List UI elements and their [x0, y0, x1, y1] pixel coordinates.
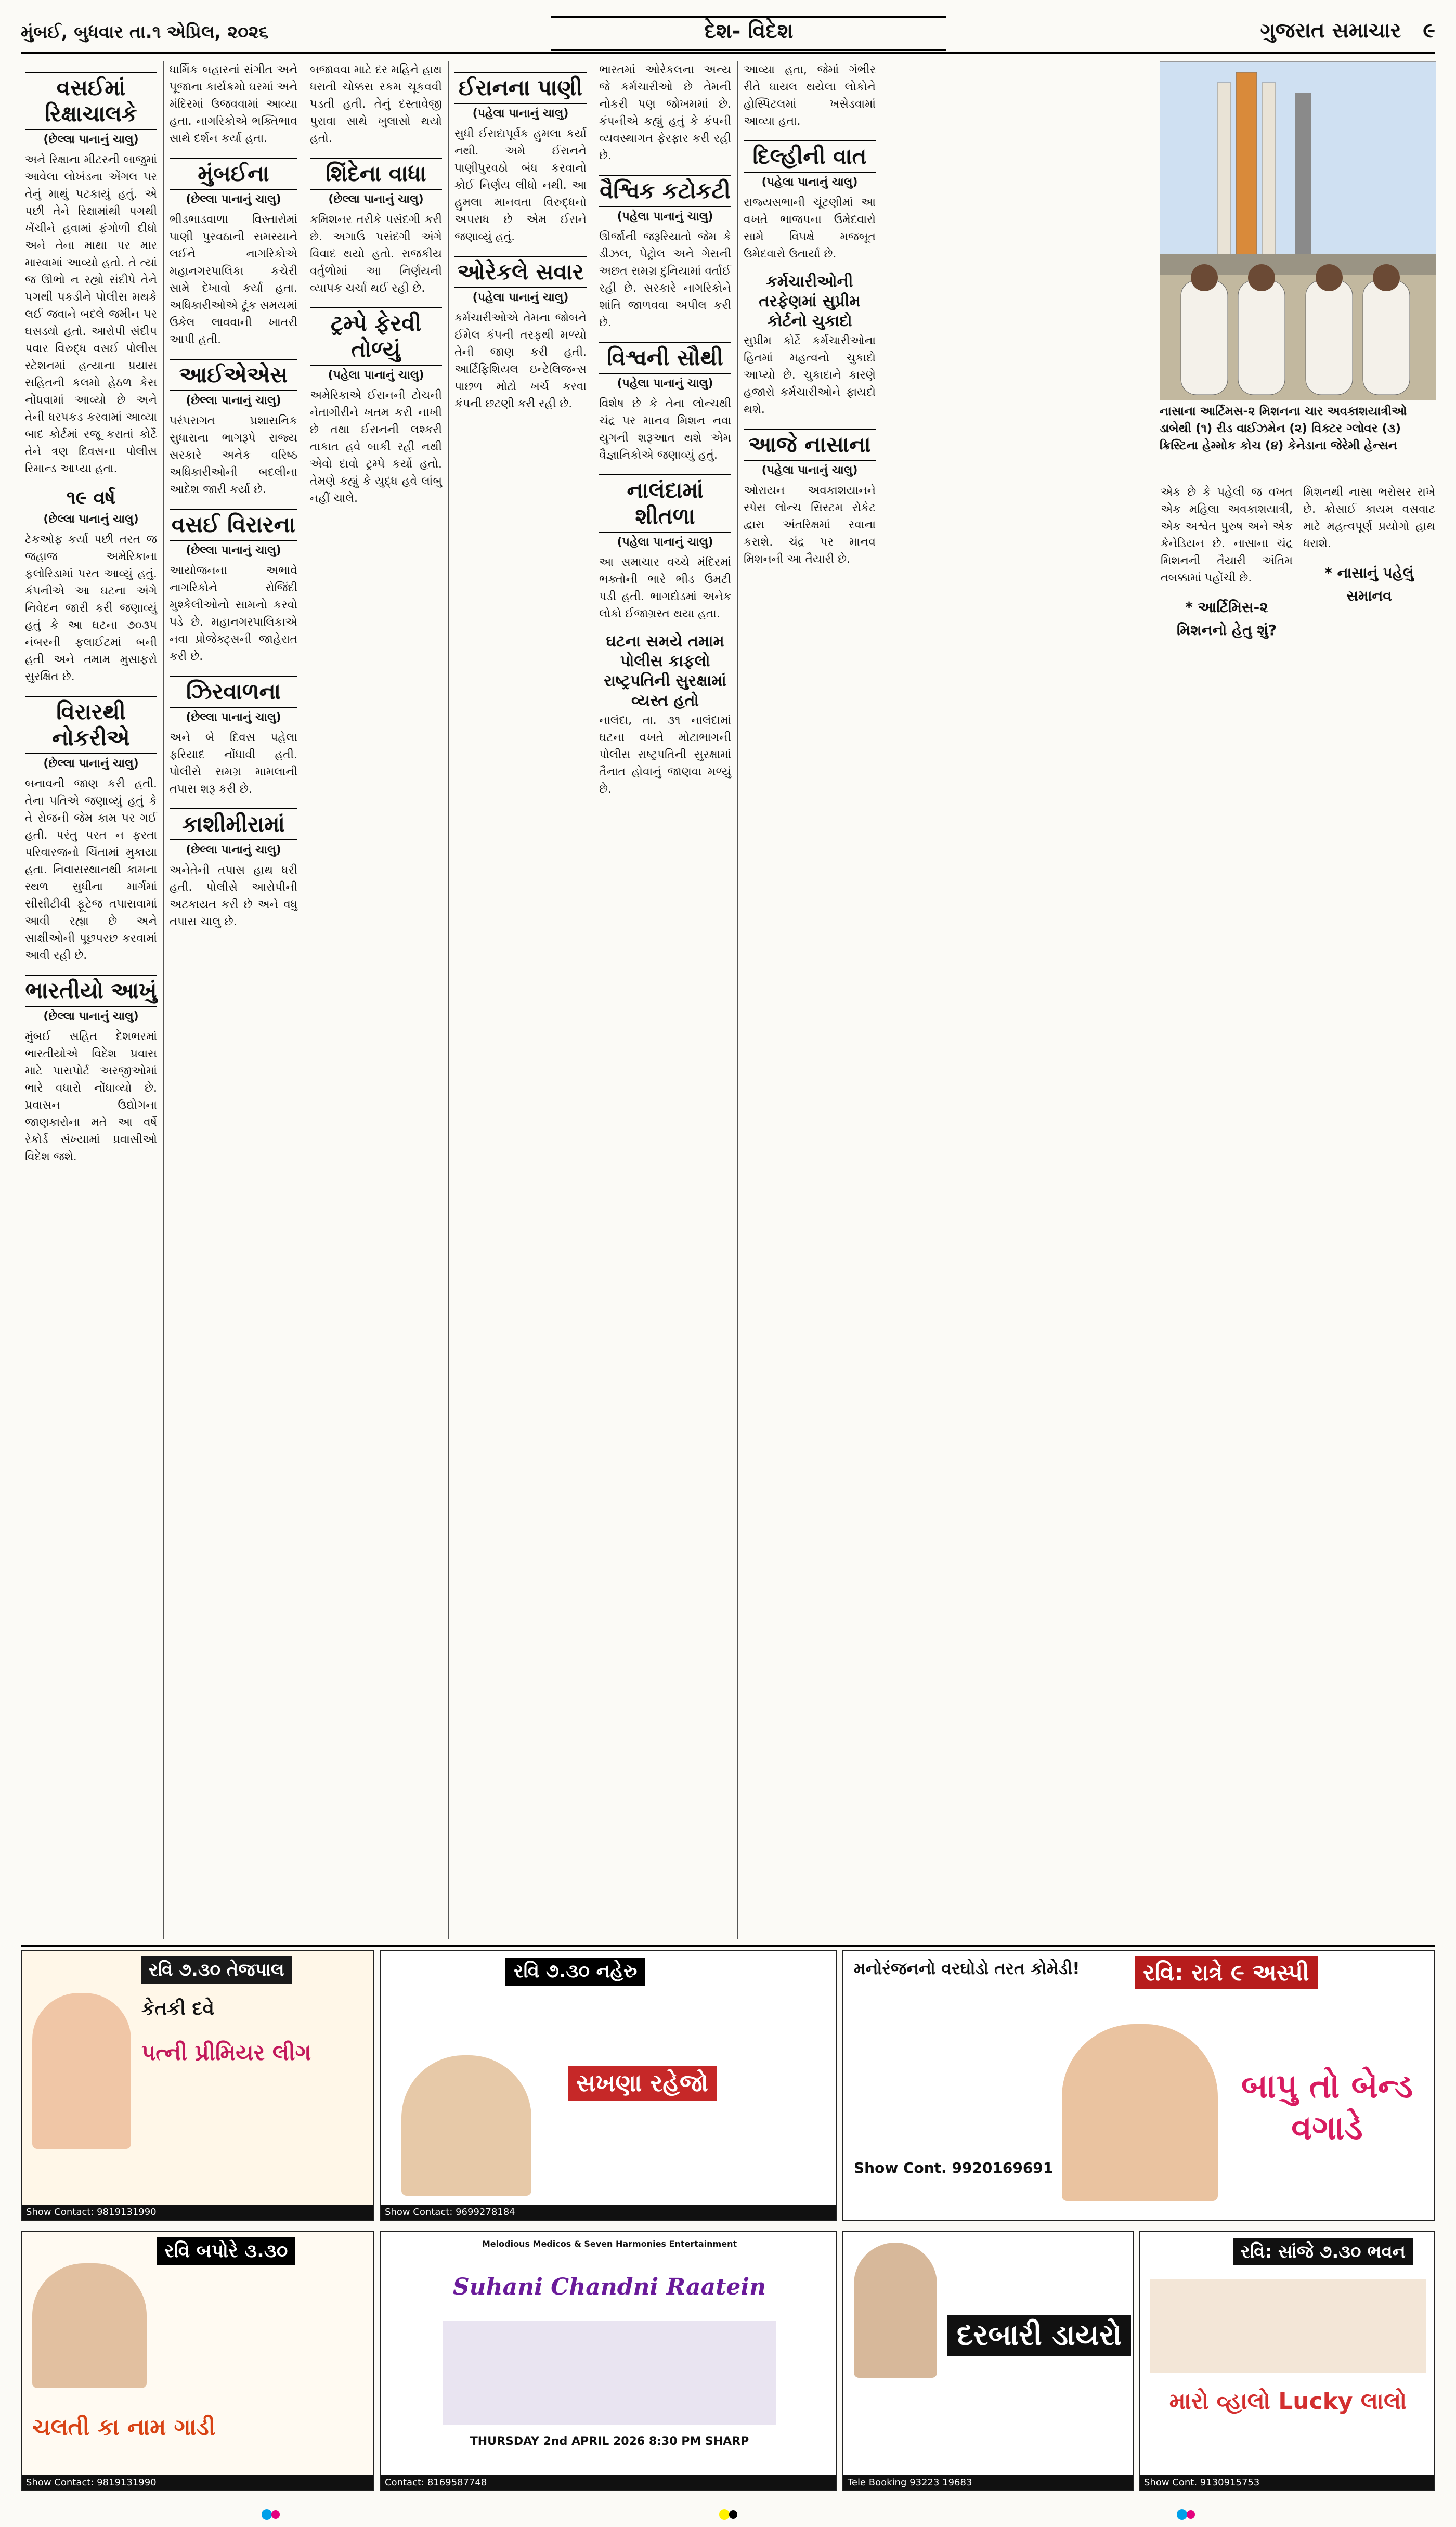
- continued-label: (પહેલા પાનાનું ચાલુ): [328, 369, 424, 382]
- continued-label: (છેલ્લા પાનાનું ચાલુ): [186, 711, 281, 724]
- headline: આઈએએસ: [170, 359, 297, 391]
- cast-photo: [32, 2263, 147, 2388]
- paper-name: [1260, 19, 1435, 43]
- ad-time: રવિ ૭.૩૦ નહેરુ: [505, 1958, 645, 1986]
- column-6: [739, 61, 880, 1939]
- article-body: મુંબઈ સહિત દેશભરમાં ભારતીયોએ વિદેશ પ્રવાસ માટે પાસપોર્ટ અરજીઓમાં ભારે વધારો નોંધાવ્યો છે. પ્રવાસન ઉદ્યોગના જાણકારોના મતે આ વર્ષે રેકોર્ડ સંખ્યામાં પ્રવાસીઓ વિદેશ જશે.: [25, 1030, 157, 1163]
- ad-contact: Contact: 8169587748: [381, 2475, 836, 2490]
- continued-label: (પહેલા પાનાનું ચાલુ): [761, 464, 858, 477]
- ad-darbari-dayro[interactable]: [842, 2231, 1134, 2491]
- article-body: કમિશનર તરીકે પસંદગી કરી છે. અગાઉ પસંદગી અંગે વિવાદ થયો હતો. રાજકીય વર્તુળોમાં આ નિર્ણયની વ્યાપક ચર્ચા થઈ રહી છે.: [310, 213, 442, 295]
- column-8: [1299, 484, 1439, 1939]
- headline: કાશીમીરામાં: [170, 808, 297, 840]
- cast-photo: [401, 2055, 531, 2196]
- article-body: અનેતેની તપાસ હાથ ધરી હતી. પોલીસે આરોપીની અટકાયત કરી છે અને વધુ તપાસ ચાલુ છે.: [170, 864, 297, 928]
- continued-label: (છેલ્લા પાનાનું ચાલુ): [328, 193, 424, 206]
- continued-label: (છેલ્લા પાનાનું ચાલુ): [43, 1010, 139, 1023]
- ad-show-title: મારો વ્હાલો Lucky લાલો: [1169, 2388, 1407, 2415]
- continued-label: (છેલ્લા પાનાનું ચાલુ): [43, 133, 139, 146]
- masthead: [21, 16, 1435, 47]
- section-title: દેશ- વિદેશ: [551, 16, 946, 51]
- photo-caption: નાસાના આર્ટિમસ-૨ મિશનના ચાર અવકાશયાત્રીઓ ડાબેથી (૧) રીડ વાઈઝમેન (૨) વિક્ટર ગ્લોવર (૩) ક્રિસ્ટિના હેમ્મોક કોચ (૪) કેનેડાના જેરેમી હેન્સન: [1160, 405, 1407, 452]
- article-body: વિશેષ છે કે તેના લોન્ચથી ચંદ્ર પર માનવ મિશન નવા યુગની શરૂઆત થશે એમ વૈજ્ઞાનિકોએ જણાવ્યું હતું.: [599, 397, 731, 462]
- actress-photo: [32, 1993, 131, 2149]
- article-body: અને બે દિવસ પહેલા ફરિયાદ નોંધાવી હતી. પોલીસે સમગ્ર મામલાની તપાસ શરૂ કરી છે.: [170, 731, 297, 796]
- ad-show-title: ચલતી કા નામ ગાડી: [32, 2414, 216, 2441]
- article-body: ધાર્મિક બહારનાં સંગીત અને પૂજાના કાર્યક્રમો ઘરમાં અને મંદિરમાં ઉજવવામાં આવ્યા હતા. નાગરિકોએ ભક્તિભાવ સાથે દર્શન કર્યા હતા.: [170, 63, 297, 145]
- continued-label: (છેલ્લા પાનાનું ચાલુ): [43, 513, 139, 526]
- continued-label: (છેલ્લા પાનાનું ચાલુ): [186, 193, 281, 206]
- continued-label: (પહેલા પાનાનું ચાલુ): [472, 291, 569, 304]
- continued-label: (છેલ્લા પાનાનું ચાલુ): [43, 757, 139, 770]
- column-divider: [163, 61, 164, 1939]
- article-body: ઊર્જાની જરૂરિયાતો જેમ કે ડીઝલ, પેટ્રોલ અને ગેસની અછત સમગ્ર દુનિયામાં વર્તાઈ રહી છે. સરકારે નાગરિકોને શાંતિ જાળવવા અપીલ કરી છે.: [599, 230, 731, 329]
- subheading: * નાસાનું પહેલું સમાનવ: [1324, 564, 1414, 604]
- headline: મુંબઈના: [170, 158, 297, 190]
- ad-show-title: પત્ની પ્રીમિયર લીગ: [141, 2040, 311, 2065]
- article-body: અમેરિકાએ ઈરાનની ટોચની નેતાગીરીને ખતમ કરી નાખી છે તથા ઈરાનની લશ્કરી તાકાત હવે બાકી રહી નથી એવો દાવો ટ્રમ્પે કર્યો હતો. તેમણે કહ્યું કે યુદ્ધ હવે લાંબુ નહીં ચાલે.: [310, 389, 442, 505]
- headline: ૧૯ વર્ષ: [66, 487, 116, 509]
- paper-title: ગુજરાત સમાચાર: [1260, 19, 1401, 43]
- ad-contact: Show Contact: 9819131990: [22, 2205, 373, 2220]
- article-body: પરંપરાગત પ્રશાસનિક સુધારાના ભાગરૂપે રાજ્ય સરકારે અનેક વરિષ્ઠ અધિકારીઓની બદલીના આદેશ જારી કર્યા છે.: [170, 414, 297, 496]
- article-body: અને રિક્ષાના મીટરની બાજુમાં આવેલા લોખંડના એંગલ પર તેનું માથું પટકાયું હતું. એ પછી તેને રિક્ષામાંથી પગથી ખેંચીને હવામાં ફંગોળી દીધો અને તેના માથા પર માર મારવામાં આવ્યો હતો. તે ત્યાં જ ઊભો ન રહ્યો સંદીપે તેને પગથી પકડીને પોલીસ મથકે લઈ જવાને બદલે જમીન પર ઘસડ્યો હતો. આરોપી સંદીપ પવાર વિરુદ્ધ વસઈ પોલીસ સ્ટેશનમાં હત્યાના પ્રયાસ સહિતની કલમો હેઠળ કેસ નોંધવામાં આવ્યો છે અને તેની ધરપકડ કરવામાં આવ્યા બાદ કોર્ટમાં રજૂ કરાતાં કોર્ટે તેને ત્રણ દિવસના પોલીસ રિમાન્ડ આપ્યા હતા.: [25, 153, 157, 475]
- cast-photo: [1150, 2279, 1426, 2373]
- ad-time: રવિ: સાંજે ૭.૩૦ ભવન: [1233, 2238, 1413, 2265]
- advertisements: [21, 1950, 1435, 2502]
- ad-show-title: દરબારી ડાયરો: [947, 2315, 1131, 2356]
- ad-time: THURSDAY 2nd APRIL 2026 8:30 PM SHARP: [470, 2435, 749, 2448]
- article-body: બજાવવા માટે દર મહિને હાથ ધરાતી ચોક્કસ રકમ ચૂકવવી પડતી હતી. તેનું દસ્તાવેજી પુરાવા સાથે ખુલાસો થયો હતો.: [310, 63, 442, 145]
- column-5: [595, 61, 735, 1939]
- ad-contact: Show Cont. 9130915753: [1140, 2475, 1434, 2490]
- headline: વસઈમાં રિક્ષાચાલકે: [25, 72, 157, 130]
- article-body: એક છે કે પહેલી જ વખત એક મહિલા અવકાશયાત્રી, એક અશ્વેત પુરુષ અને એક કેનેડિયન છે. નાસાના ચંદ્ર મિશનની તૈયારી અંતિમ તબક્કામાં પહોંચી છે.: [1161, 486, 1293, 585]
- top-rule: [21, 52, 1435, 54]
- continued-label: (પહેલા પાનાનું ચાલુ): [617, 377, 713, 390]
- ads-rule: [21, 1945, 1435, 1947]
- subheading: * આર્ટિમિસ-૨ મિશનનો હેતુ શું?: [1176, 599, 1277, 639]
- article-body: બનાવની જાણ કરી હતી. તેના પતિએ જણાવ્યું હતું કે તે રોજની જેમ કામ પર ગઈ હતી. પરંતુ પરત ન ફરતા પરિવારજનો ચિંતામાં મુકાયા હતા. નિવાસસ્થાનથી કામના સ્થળ સુધીના માર્ગમાં સીસીટીવી ફૂટેજ તપાસવામાં આવી રહ્યા છે અને સાક્ષીઓની પૂછપરછ કરવામાં આવી રહી છે.: [25, 777, 157, 962]
- headline: ઘટના સમયે તમામ પોલીસ કાફલો રાષ્ટ્રપતિની સુરક્ષામાં વ્યસ્ત હતો: [604, 632, 726, 710]
- launch-photo-illustration: [1160, 62, 1436, 400]
- article-body: આયોજનના અભાવે નાગરિકોને રોજિંદી મુશ્કેલીઓનો સામનો કરવો પડે છે. મહાનગરપાલિકાએ નવા પ્રોજેક્ટ્સની જાહેરાત કરી છે.: [170, 564, 297, 663]
- column-2: [165, 61, 302, 1939]
- continued-label: (પહેલા પાનાનું ચાલુ): [617, 536, 713, 549]
- headline: વસઈ વિરારના: [170, 509, 297, 541]
- artist-photo: [854, 2243, 937, 2378]
- article-body: ટેકઓફ કર્યા પછી તરત જ જહાજ અમેરિકાના ફલોરિડામાં પરત આવ્યું હતું. કંપનીએ આ ઘટના અંગે નિવેદન જારી કરી જણાવ્યું હતું કે આ ઘટના ૭૦૩૫ નંબરની ફલાઈટમાં બની હતી અને તમામ મુસાફરો સુરક્ષિત છે.: [25, 533, 157, 683]
- ad-time: રવિ: રાત્રે ૯ અસ્પી: [1135, 1956, 1318, 1989]
- headline: ઝિરવાળના: [170, 676, 297, 708]
- column-3: [306, 61, 446, 1939]
- artemis-crew-photo: [1160, 61, 1436, 400]
- ad-show-title: Suhani Chandni Raatein: [452, 2274, 766, 2300]
- article-body: મિશનથી નાસા ભરોસર રાખે છે. ક્રોસાઈ કાયમ વસવાટ માટે મહત્વપૂર્ણ પ્રયોગો હાથ ધરાશે.: [1303, 486, 1435, 550]
- ad-patni-premier-league[interactable]: [21, 1950, 374, 2221]
- ad-contact: Show Contact: 9699278184: [381, 2205, 836, 2220]
- ad-chalti-ka-naam-gadi[interactable]: [21, 2231, 374, 2491]
- ad-contact: Tele Booking 93223 19683: [843, 2475, 1133, 2490]
- ad-suhani-chandni-raatein[interactable]: [380, 2231, 837, 2491]
- dateline: મુંબઈ, બુધવાર તા.૧ એપ્રિલ, ૨૦૨૬: [21, 22, 269, 43]
- continued-label: (છેલ્લા પાનાનું ચાલુ): [186, 844, 281, 857]
- ad-lucky-lalo[interactable]: [1139, 2231, 1435, 2491]
- article-body: સુધી ઈરાદાપૂર્વક હુમલા કર્યા નથી. અમે ઈરાનને પાણીપુરવઠો બંધ કરવાનો કોઈ નિર્ણય લીધો નથી. આ હુમલા માનવતા વિરુદ્ધનો અપરાધ છે એમ ઈરાને જણાવ્યું હતું.: [454, 127, 587, 243]
- headline: વિરારથી નોકરીએ: [25, 696, 157, 754]
- continued-label: (પહેલા પાનાનું ચાલુ): [617, 210, 713, 223]
- article-body: ઓરાયન અવકાશયાનને સ્પેસ લોન્ચ સિસ્ટમ રોકેટ દ્વારા અંતરિક્ષમાં રવાના કરાશે. ચંદ્ર પર માનવ મિશનની આ તૈયારી છે.: [744, 484, 876, 566]
- headline: ભારતીયો આખું: [25, 975, 157, 1007]
- continued-label: (પહેલા પાનાનું ચાલુ): [761, 176, 858, 189]
- article-body: કર્મચારીઓએ તેમના જોબને ઈમેલ કંપની તરફથી મળ્યો તેની જાણ કરી હતી. આર્ટિફિશિયલ ઇન્ટેલિજન્સ પાછળ મોટો ખર્ચ કરવા કંપની છટણી કરી રહી છે.: [454, 312, 587, 410]
- continued-label: (પહેલા પાનાનું ચાલુ): [472, 107, 569, 120]
- page-number: ૯: [1423, 19, 1435, 43]
- article-body: સુપ્રીમ કોર્ટે કર્મચારીઓના હિતમાં મહત્વનો ચુકાદો આપ્યો છે. ચુકાદાને કારણે હજારો કર્મચારીઓને ફાયદો થશે.: [744, 334, 876, 416]
- registration-mark: [718, 2508, 738, 2521]
- continued-label: (છેલ્લા પાનાનું ચાલુ): [186, 394, 281, 407]
- ad-show-title: બાપુ તો બેન્ડ વગાડે: [1241, 2067, 1413, 2147]
- headline: નાલંદામાં શીતળા: [599, 474, 731, 533]
- ad-show-title: સખણા રહેજો: [568, 2066, 717, 2101]
- ad-sakhna-rahejo[interactable]: [380, 1950, 837, 2221]
- column-1: [21, 61, 161, 1939]
- headline: ઓરેકલે સવાર: [454, 256, 587, 288]
- ad-time: રવિ ૭.૩૦ તેજપાલ: [141, 1956, 292, 1984]
- article-body: ભારતમાં ઓરેકલના અન્ય જે કર્મચારીઓ છે તેમની નોકરી પણ જોખમમાં છે. કંપનીએ કહ્યું હતું કે કંપની વ્યવસ્થાગત ફેરફાર કરી રહી છે.: [599, 63, 731, 162]
- ad-contact: Show Cont. 9920169691: [854, 2159, 1054, 2176]
- headline: શિંદેના વાધા: [310, 158, 442, 190]
- continued-label: (છેલ્લા પાનાનું ચાલુ): [186, 544, 281, 557]
- headline: કર્મચારીઓની તરફેણમાં સુપ્રીમ કોર્ટનો ચુકાદો: [759, 273, 861, 330]
- column-divider: [737, 61, 738, 1939]
- ad-presenter: Melodious Medicos & Seven Harmonies Entertainment: [482, 2239, 737, 2249]
- ad-bapu-to-band-vagade[interactable]: [842, 1950, 1435, 2221]
- ad-tagline: મનોરંજનનો વરઘોડો તરત કોમેડી!: [854, 1959, 1080, 1978]
- article-body: નાલંદા, તા. ૩૧ નાલંદામાં ઘટના વખતે મોટાભાગની પોલીસ રાષ્ટ્રપતિની સુરક્ષામાં તૈનાત હોવાનું જાણવા મળ્યું છે.: [599, 714, 731, 796]
- registration-mark: [1175, 2508, 1196, 2521]
- article-body: રાજ્યસભાની ચૂંટણીમાં આ વખતે ભાજપના ઉમેદવારો સામે વિપક્ષે મજબૂત ઉમેદવારો ઉતાર્યા છે.: [744, 196, 876, 261]
- registration-mark: [260, 2508, 281, 2521]
- ad-contact: Show Contact: 9819131990: [22, 2475, 373, 2490]
- headline: વિશ્વની સૌથી: [599, 342, 731, 374]
- column-7: [1156, 484, 1297, 1939]
- actor-photo: [1062, 2024, 1218, 2201]
- ad-artist: કેતકી દવે: [141, 1998, 215, 2019]
- headline: વૈશ્વિક કટોકટી: [599, 175, 731, 207]
- article-body: આ સમાચાર વચ્ચે મંદિરમાં ભક્તોની ભારે ભીડ ઉમટી પડી હતી. ભાગદોડમાં અનેક લોકો ઈજાગ્રસ્ત થયા હતા.: [599, 556, 731, 620]
- article-body: ભીડભાડવાળા વિસ્તારોમાં પાણી પુરવઠાની સમસ્યાને લઈને નાગરિકોએ મહાનગરપાલિકા કચેરી સામે દેખાવો કર્યા હતા. અધિકારીઓએ ટૂંક સમયમાં ઉકેલ લાવવાની ખાતરી આપી હતી.: [170, 213, 297, 346]
- ad-time: રવિ બપોરે ૩.૩૦: [157, 2237, 295, 2265]
- headline: ઈરાનના પાણી: [454, 72, 587, 104]
- column-divider: [448, 61, 449, 1939]
- singers-photo: [443, 2321, 776, 2425]
- headline: ટ્રમ્પે ફેરવી તોળ્યું: [310, 307, 442, 366]
- column-4: [450, 61, 591, 1939]
- article-body: આવ્યા હતા, જેમાં ગંભીર રીતે ઘાયલ થયેલા લોકોને હોસ્પિટલમાં ખસેડવામાં આવ્યા હતા.: [744, 63, 876, 128]
- headline: આજે નાસાના: [744, 429, 876, 461]
- headline: દિલ્હીની વાત: [744, 140, 876, 173]
